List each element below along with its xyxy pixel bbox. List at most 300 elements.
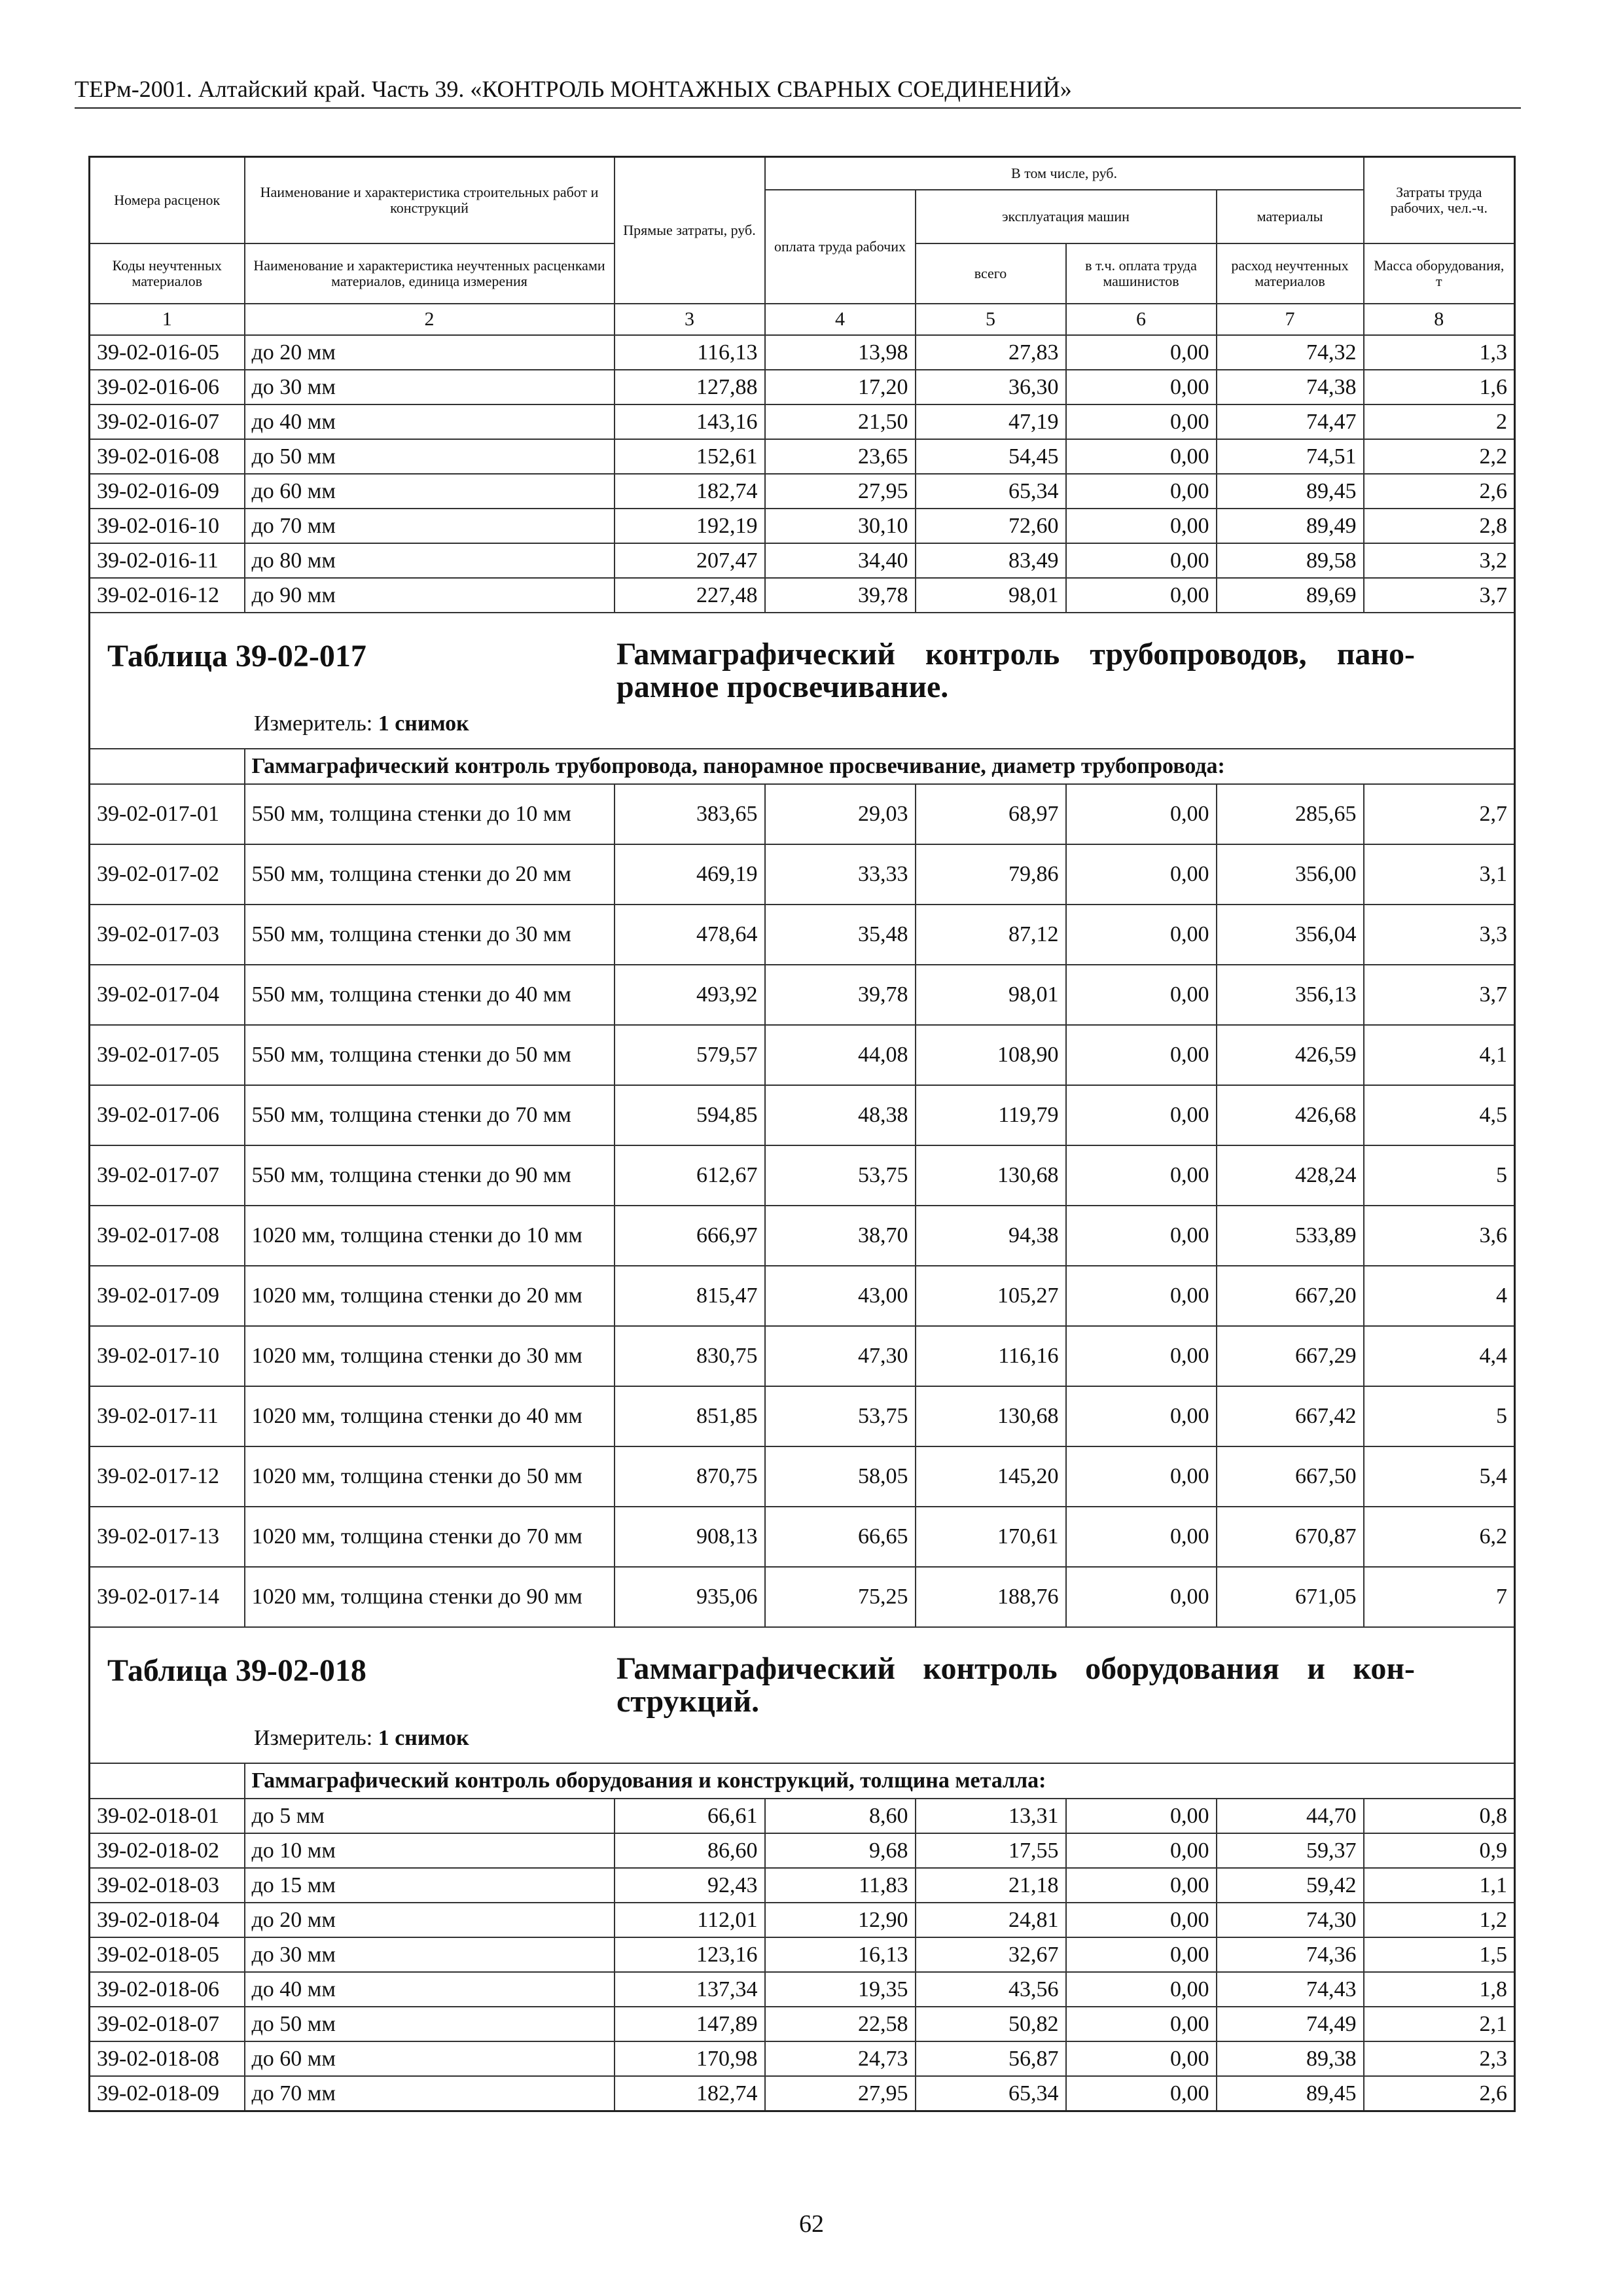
description-cell: 550 мм, толщина стенки до 70 мм: [245, 1085, 615, 1145]
table-row: [90, 1386, 1515, 1446]
value-cell: 667,29: [1217, 1326, 1364, 1386]
rate-code-cell: 39-02-016-06: [90, 370, 245, 404]
table-row: [90, 1145, 1515, 1206]
value-cell: 74,47: [1217, 404, 1364, 439]
col-unaccounted-materials-header: расход неучтенных материалов: [1217, 243, 1364, 304]
value-cell: 98,01: [916, 965, 1066, 1025]
value-cell: 182,74: [615, 2076, 765, 2111]
value-cell: 356,13: [1217, 965, 1364, 1025]
value-cell: 0,8: [1364, 1799, 1515, 1833]
description-cell: до 30 мм: [245, 1937, 615, 1972]
table-row: [90, 439, 1515, 474]
rate-code-cell: 39-02-017-05: [90, 1025, 245, 1085]
value-cell: 74,49: [1217, 2007, 1364, 2041]
value-cell: 123,16: [615, 1937, 765, 1972]
rate-code-cell: 39-02-018-04: [90, 1903, 245, 1937]
value-cell: 30,10: [765, 509, 916, 543]
value-cell: 86,60: [615, 1833, 765, 1868]
value-cell: 383,65: [615, 784, 765, 844]
table-row: [90, 905, 1515, 965]
description-cell: до 70 мм: [245, 2076, 615, 2111]
description-cell: до 60 мм: [245, 474, 615, 509]
value-cell: 7: [1364, 1567, 1515, 1627]
value-cell: 59,42: [1217, 1868, 1364, 1903]
value-cell: 0,00: [1066, 404, 1217, 439]
description-cell: до 20 мм: [245, 1903, 615, 1937]
value-cell: 1,1: [1364, 1868, 1515, 1903]
value-cell: 2,6: [1364, 474, 1515, 509]
table-row: [90, 1326, 1515, 1386]
table-row: [90, 1025, 1515, 1085]
value-cell: 35,48: [765, 905, 916, 965]
value-cell: 8,60: [765, 1799, 916, 1833]
value-cell: 38,70: [765, 1206, 916, 1266]
value-cell: 0,00: [1066, 1799, 1217, 1833]
rate-code-cell: 39-02-017-04: [90, 965, 245, 1025]
subheading-row: [90, 749, 1515, 784]
value-cell: 2: [1364, 404, 1515, 439]
value-cell: 3,7: [1364, 965, 1515, 1025]
value-cell: 59,37: [1217, 1833, 1364, 1868]
value-cell: 143,16: [615, 404, 765, 439]
description-cell: до 30 мм: [245, 370, 615, 404]
table-row: [90, 2041, 1515, 2076]
value-cell: 68,97: [916, 784, 1066, 844]
description-cell: 550 мм, толщина стенки до 90 мм: [245, 1145, 615, 1206]
value-cell: 0,00: [1066, 1567, 1217, 1627]
value-cell: 426,59: [1217, 1025, 1364, 1085]
rates-table: [88, 156, 1516, 2112]
empty-cell: [90, 749, 245, 784]
value-cell: 89,58: [1217, 543, 1364, 578]
rate-code-cell: 39-02-016-09: [90, 474, 245, 509]
column-number: 1: [90, 304, 245, 335]
rate-code-cell: 39-02-016-10: [90, 509, 245, 543]
measure-unit: [254, 711, 469, 736]
value-cell: 24,73: [765, 2041, 916, 2076]
measure-value: 1 снимок: [378, 1726, 469, 1750]
value-cell: 0,00: [1066, 905, 1217, 965]
value-cell: 56,87: [916, 2041, 1066, 2076]
header-row-1: [90, 157, 1515, 190]
value-cell: 356,04: [1217, 905, 1364, 965]
table-row: [90, 1833, 1515, 1868]
description-cell: до 70 мм: [245, 509, 615, 543]
value-cell: 3,2: [1364, 543, 1515, 578]
value-cell: 112,01: [615, 1903, 765, 1937]
column-number: 3: [615, 304, 765, 335]
value-cell: 4: [1364, 1266, 1515, 1326]
table-row: [90, 1507, 1515, 1567]
value-cell: 3,3: [1364, 905, 1515, 965]
value-cell: 815,47: [615, 1266, 765, 1326]
value-cell: 74,43: [1217, 1972, 1364, 2007]
value-cell: 79,86: [916, 844, 1066, 905]
value-cell: 72,60: [916, 509, 1066, 543]
value-cell: 36,30: [916, 370, 1066, 404]
description-cell: до 20 мм: [245, 335, 615, 370]
value-cell: 0,00: [1066, 2041, 1217, 2076]
rate-code-cell: 39-02-017-06: [90, 1085, 245, 1145]
value-cell: 0,00: [1066, 1446, 1217, 1507]
value-cell: 13,98: [765, 335, 916, 370]
value-cell: 21,50: [765, 404, 916, 439]
value-cell: 32,67: [916, 1937, 1066, 1972]
rate-code-cell: 39-02-017-13: [90, 1507, 245, 1567]
value-cell: 666,97: [615, 1206, 765, 1266]
value-cell: 74,32: [1217, 335, 1364, 370]
description-cell: до 90 мм: [245, 578, 615, 613]
rate-code-cell: 39-02-018-03: [90, 1868, 245, 1903]
value-cell: 74,51: [1217, 439, 1364, 474]
col-total-header: всего: [916, 243, 1066, 304]
description-cell: до 80 мм: [245, 543, 615, 578]
table-row: [90, 1085, 1515, 1145]
table-row: [90, 2076, 1515, 2111]
value-cell: 227,48: [615, 578, 765, 613]
value-cell: 0,00: [1066, 474, 1217, 509]
value-cell: 4,1: [1364, 1025, 1515, 1085]
value-cell: 0,00: [1066, 965, 1217, 1025]
value-cell: 44,70: [1217, 1799, 1364, 1833]
value-cell: 21,18: [916, 1868, 1066, 1903]
table-row: [90, 578, 1515, 613]
description-cell: до 40 мм: [245, 404, 615, 439]
table-name: Гаммаграфический контроль оборудования и кон-струкций.: [616, 1651, 1415, 1719]
subheading: Гаммаграфический контроль оборудования и конструкций, толщина металла:: [245, 1763, 1515, 1799]
page-number: 62: [799, 2210, 824, 2238]
description-cell: 1020 мм, толщина стенки до 90 мм: [245, 1567, 615, 1627]
value-cell: 6,2: [1364, 1507, 1515, 1567]
table-row: [90, 1868, 1515, 1903]
value-cell: 0,00: [1066, 1386, 1217, 1446]
value-cell: 89,45: [1217, 474, 1364, 509]
col-machines-header: эксплуатация машин: [916, 190, 1217, 243]
value-cell: 579,57: [615, 1025, 765, 1085]
rate-code-cell: 39-02-017-08: [90, 1206, 245, 1266]
value-cell: 44,08: [765, 1025, 916, 1085]
subheading: Гаммаграфический контроль трубопровода, панорамное просвечивание, диаметр трубопровода:: [245, 749, 1515, 784]
rate-code-cell: 39-02-018-01: [90, 1799, 245, 1833]
column-number: 6: [1066, 304, 1217, 335]
value-cell: 33,33: [765, 844, 916, 905]
description-cell: 550 мм, толщина стенки до 50 мм: [245, 1025, 615, 1085]
value-cell: 0,00: [1066, 335, 1217, 370]
value-cell: 23,65: [765, 439, 916, 474]
value-cell: 74,36: [1217, 1937, 1364, 1972]
rate-code-cell: 39-02-018-05: [90, 1937, 245, 1972]
table-row: [90, 404, 1515, 439]
description-cell: до 60 мм: [245, 2041, 615, 2076]
table-row: [90, 1567, 1515, 1627]
col-rate-numbers-header: Номера расценок: [90, 157, 245, 244]
value-cell: 47,30: [765, 1326, 916, 1386]
subheading-row: [90, 1763, 1515, 1799]
description-cell: до 15 мм: [245, 1868, 615, 1903]
value-cell: 43,00: [765, 1266, 916, 1326]
rate-code-cell: 39-02-017-14: [90, 1567, 245, 1627]
value-cell: 356,00: [1217, 844, 1364, 905]
value-cell: 89,49: [1217, 509, 1364, 543]
col-direct-costs-header: Прямые затраты, руб.: [615, 157, 765, 304]
rate-code-cell: 39-02-017-03: [90, 905, 245, 965]
value-cell: 594,85: [615, 1085, 765, 1145]
value-cell: 830,75: [615, 1326, 765, 1386]
description-cell: 1020 мм, толщина стенки до 50 мм: [245, 1446, 615, 1507]
table-heading-row: [90, 613, 1515, 749]
rate-code-cell: 39-02-016-11: [90, 543, 245, 578]
value-cell: 2,3: [1364, 2041, 1515, 2076]
value-cell: 671,05: [1217, 1567, 1364, 1627]
value-cell: 2,7: [1364, 784, 1515, 844]
description-cell: 1020 мм, толщина стенки до 30 мм: [245, 1326, 615, 1386]
col-codes-header: Коды неучтенных материалов: [90, 243, 245, 304]
value-cell: 1,2: [1364, 1903, 1515, 1937]
value-cell: 478,64: [615, 905, 765, 965]
value-cell: 0,9: [1364, 1833, 1515, 1868]
value-cell: 130,68: [916, 1145, 1066, 1206]
value-cell: 27,95: [765, 2076, 916, 2111]
value-cell: 47,19: [916, 404, 1066, 439]
value-cell: 94,38: [916, 1206, 1066, 1266]
value-cell: 87,12: [916, 905, 1066, 965]
description-cell: 550 мм, толщина стенки до 30 мм: [245, 905, 615, 965]
value-cell: 4,5: [1364, 1085, 1515, 1145]
table-row: [90, 1266, 1515, 1326]
value-cell: 119,79: [916, 1085, 1066, 1145]
value-cell: 0,00: [1066, 1206, 1217, 1266]
value-cell: 0,00: [1066, 439, 1217, 474]
value-cell: 5: [1364, 1145, 1515, 1206]
table-row: [90, 370, 1515, 404]
value-cell: 11,83: [765, 1868, 916, 1903]
value-cell: 66,65: [765, 1507, 916, 1567]
value-cell: 53,75: [765, 1145, 916, 1206]
value-cell: 3,7: [1364, 578, 1515, 613]
description-cell: до 50 мм: [245, 439, 615, 474]
table-row: [90, 335, 1515, 370]
value-cell: 116,13: [615, 335, 765, 370]
value-cell: 1,5: [1364, 1937, 1515, 1972]
value-cell: 2,2: [1364, 439, 1515, 474]
description-cell: 1020 мм, толщина стенки до 10 мм: [245, 1206, 615, 1266]
value-cell: 2,6: [1364, 2076, 1515, 2111]
col-unaccounted-name-header: Наименование и характеристика неучтенных расценками материалов, единица измерения: [245, 243, 615, 304]
value-cell: 39,78: [765, 578, 916, 613]
value-cell: 127,88: [615, 370, 765, 404]
col-work-name-header: Наименование и характеристика строительных работ и конструкций: [245, 157, 615, 244]
value-cell: 24,81: [916, 1903, 1066, 1937]
value-cell: 2,8: [1364, 509, 1515, 543]
value-cell: 9,68: [765, 1833, 916, 1868]
rate-code-cell: 39-02-018-07: [90, 2007, 245, 2041]
description-cell: до 5 мм: [245, 1799, 615, 1833]
value-cell: 65,34: [916, 474, 1066, 509]
value-cell: 0,00: [1066, 1085, 1217, 1145]
measure-unit: [254, 1726, 469, 1751]
value-cell: 170,61: [916, 1507, 1066, 1567]
rate-code-cell: 39-02-018-06: [90, 1972, 245, 2007]
rate-code-cell: 39-02-016-05: [90, 335, 245, 370]
rate-code-cell: 39-02-018-08: [90, 2041, 245, 2076]
column-number: 8: [1364, 304, 1515, 335]
table-heading: [90, 613, 1514, 748]
value-cell: 0,00: [1066, 509, 1217, 543]
value-cell: 74,30: [1217, 1903, 1364, 1937]
rate-code-cell: 39-02-018-02: [90, 1833, 245, 1868]
value-cell: 670,87: [1217, 1507, 1364, 1567]
value-cell: 0,00: [1066, 1868, 1217, 1903]
value-cell: 182,74: [615, 474, 765, 509]
rate-code-cell: 39-02-017-09: [90, 1266, 245, 1326]
column-number: 7: [1217, 304, 1364, 335]
value-cell: 92,43: [615, 1868, 765, 1903]
value-cell: 851,85: [615, 1386, 765, 1446]
table-name: Гаммаграфический контроль трубопроводов, пано-рамное просвечивание.: [616, 637, 1415, 704]
rate-code-cell: 39-02-016-12: [90, 578, 245, 613]
table-row: [90, 1799, 1515, 1833]
rate-code-cell: 39-02-016-07: [90, 404, 245, 439]
page-header: ТЕРм-2001. Алтайский край. Часть 39. «КОНТРОЛЬ МОНТАЖНЫХ СВАРНЫХ СОЕДИНЕНИЙ»: [75, 73, 1521, 109]
value-cell: 17,55: [916, 1833, 1066, 1868]
column-numbers-row: [90, 304, 1515, 335]
value-cell: 58,05: [765, 1446, 916, 1507]
value-cell: 0,00: [1066, 1903, 1217, 1937]
value-cell: 39,78: [765, 965, 916, 1025]
column-number: 2: [245, 304, 615, 335]
table-row: [90, 543, 1515, 578]
description-cell: 550 мм, толщина стенки до 10 мм: [245, 784, 615, 844]
description-cell: 550 мм, толщина стенки до 20 мм: [245, 844, 615, 905]
value-cell: 4,4: [1364, 1326, 1515, 1386]
table-title: Таблица 39-02-018: [107, 1653, 366, 1688]
value-cell: 137,34: [615, 1972, 765, 2007]
value-cell: 0,00: [1066, 1025, 1217, 1085]
description-cell: 550 мм, толщина стенки до 40 мм: [245, 965, 615, 1025]
col-equipment-mass-header: Масса оборудования, т: [1364, 243, 1515, 304]
value-cell: 0,00: [1066, 1326, 1217, 1386]
value-cell: 54,45: [916, 439, 1066, 474]
value-cell: 935,06: [615, 1567, 765, 1627]
value-cell: 145,20: [916, 1446, 1066, 1507]
value-cell: 108,90: [916, 1025, 1066, 1085]
table-heading: [90, 1628, 1514, 1763]
value-cell: 12,90: [765, 1903, 916, 1937]
column-number: 5: [916, 304, 1066, 335]
value-cell: 612,67: [615, 1145, 765, 1206]
table-title: Таблица 39-02-017: [107, 639, 366, 673]
col-machinist-header: в т.ч. оплата труда машинистов: [1066, 243, 1217, 304]
value-cell: 152,61: [615, 439, 765, 474]
value-cell: 27,83: [916, 335, 1066, 370]
column-number: 4: [765, 304, 916, 335]
value-cell: 5: [1364, 1386, 1515, 1446]
rate-code-cell: 39-02-017-01: [90, 784, 245, 844]
value-cell: 1,8: [1364, 1972, 1515, 2007]
table-row: [90, 1937, 1515, 1972]
value-cell: 83,49: [916, 543, 1066, 578]
value-cell: 0,00: [1066, 1266, 1217, 1326]
rate-code-cell: 39-02-017-11: [90, 1386, 245, 1446]
value-cell: 667,42: [1217, 1386, 1364, 1446]
value-cell: 48,38: [765, 1085, 916, 1145]
value-cell: 0,00: [1066, 1145, 1217, 1206]
value-cell: 89,69: [1217, 578, 1364, 613]
rate-code-cell: 39-02-017-02: [90, 844, 245, 905]
value-cell: 908,13: [615, 1507, 765, 1567]
value-cell: 27,95: [765, 474, 916, 509]
value-cell: 207,47: [615, 543, 765, 578]
description-cell: до 10 мм: [245, 1833, 615, 1868]
table-row: [90, 1903, 1515, 1937]
value-cell: 89,45: [1217, 2076, 1364, 2111]
col-wages-header: оплата труда рабочих: [765, 190, 916, 304]
value-cell: 147,89: [615, 2007, 765, 2041]
value-cell: 0,00: [1066, 1507, 1217, 1567]
description-cell: до 40 мм: [245, 1972, 615, 2007]
value-cell: 34,40: [765, 543, 916, 578]
value-cell: 428,24: [1217, 1145, 1364, 1206]
rate-code-cell: 39-02-017-10: [90, 1326, 245, 1386]
col-including-header: В том числе, руб.: [765, 157, 1364, 190]
value-cell: 22,58: [765, 2007, 916, 2041]
value-cell: 192,19: [615, 509, 765, 543]
value-cell: 3,1: [1364, 844, 1515, 905]
value-cell: 1,3: [1364, 335, 1515, 370]
value-cell: 170,98: [615, 2041, 765, 2076]
value-cell: 0,00: [1066, 1972, 1217, 2007]
value-cell: 65,34: [916, 2076, 1066, 2111]
value-cell: 3,6: [1364, 1206, 1515, 1266]
rate-code-cell: 39-02-017-07: [90, 1145, 245, 1206]
value-cell: 53,75: [765, 1386, 916, 1446]
value-cell: 0,00: [1066, 2076, 1217, 2111]
table-row: [90, 1206, 1515, 1266]
value-cell: 870,75: [615, 1446, 765, 1507]
measure-value: 1 снимок: [378, 711, 469, 736]
measure-label: Измеритель:: [254, 1726, 373, 1750]
value-cell: 469,19: [615, 844, 765, 905]
value-cell: 19,35: [765, 1972, 916, 2007]
value-cell: 0,00: [1066, 578, 1217, 613]
value-cell: 0,00: [1066, 844, 1217, 905]
value-cell: 0,00: [1066, 2007, 1217, 2041]
table-row: [90, 1972, 1515, 2007]
table-row: [90, 509, 1515, 543]
value-cell: 74,38: [1217, 370, 1364, 404]
table-heading-row: [90, 1627, 1515, 1763]
measure-label: Измеритель:: [254, 711, 373, 736]
table-row: [90, 784, 1515, 844]
value-cell: 667,20: [1217, 1266, 1364, 1326]
value-cell: 98,01: [916, 578, 1066, 613]
value-cell: 493,92: [615, 965, 765, 1025]
value-cell: 29,03: [765, 784, 916, 844]
value-cell: 285,65: [1217, 784, 1364, 844]
value-cell: 0,00: [1066, 370, 1217, 404]
value-cell: 16,13: [765, 1937, 916, 1972]
col-materials-header: материалы: [1217, 190, 1364, 243]
value-cell: 66,61: [615, 1799, 765, 1833]
table-row: [90, 965, 1515, 1025]
value-cell: 426,68: [1217, 1085, 1364, 1145]
value-cell: 43,56: [916, 1972, 1066, 2007]
table-row: [90, 2007, 1515, 2041]
col-labor-header: Затраты труда рабочих, чел.-ч.: [1364, 157, 1515, 244]
table-row: [90, 844, 1515, 905]
description-cell: 1020 мм, толщина стенки до 40 мм: [245, 1386, 615, 1446]
value-cell: 2,1: [1364, 2007, 1515, 2041]
